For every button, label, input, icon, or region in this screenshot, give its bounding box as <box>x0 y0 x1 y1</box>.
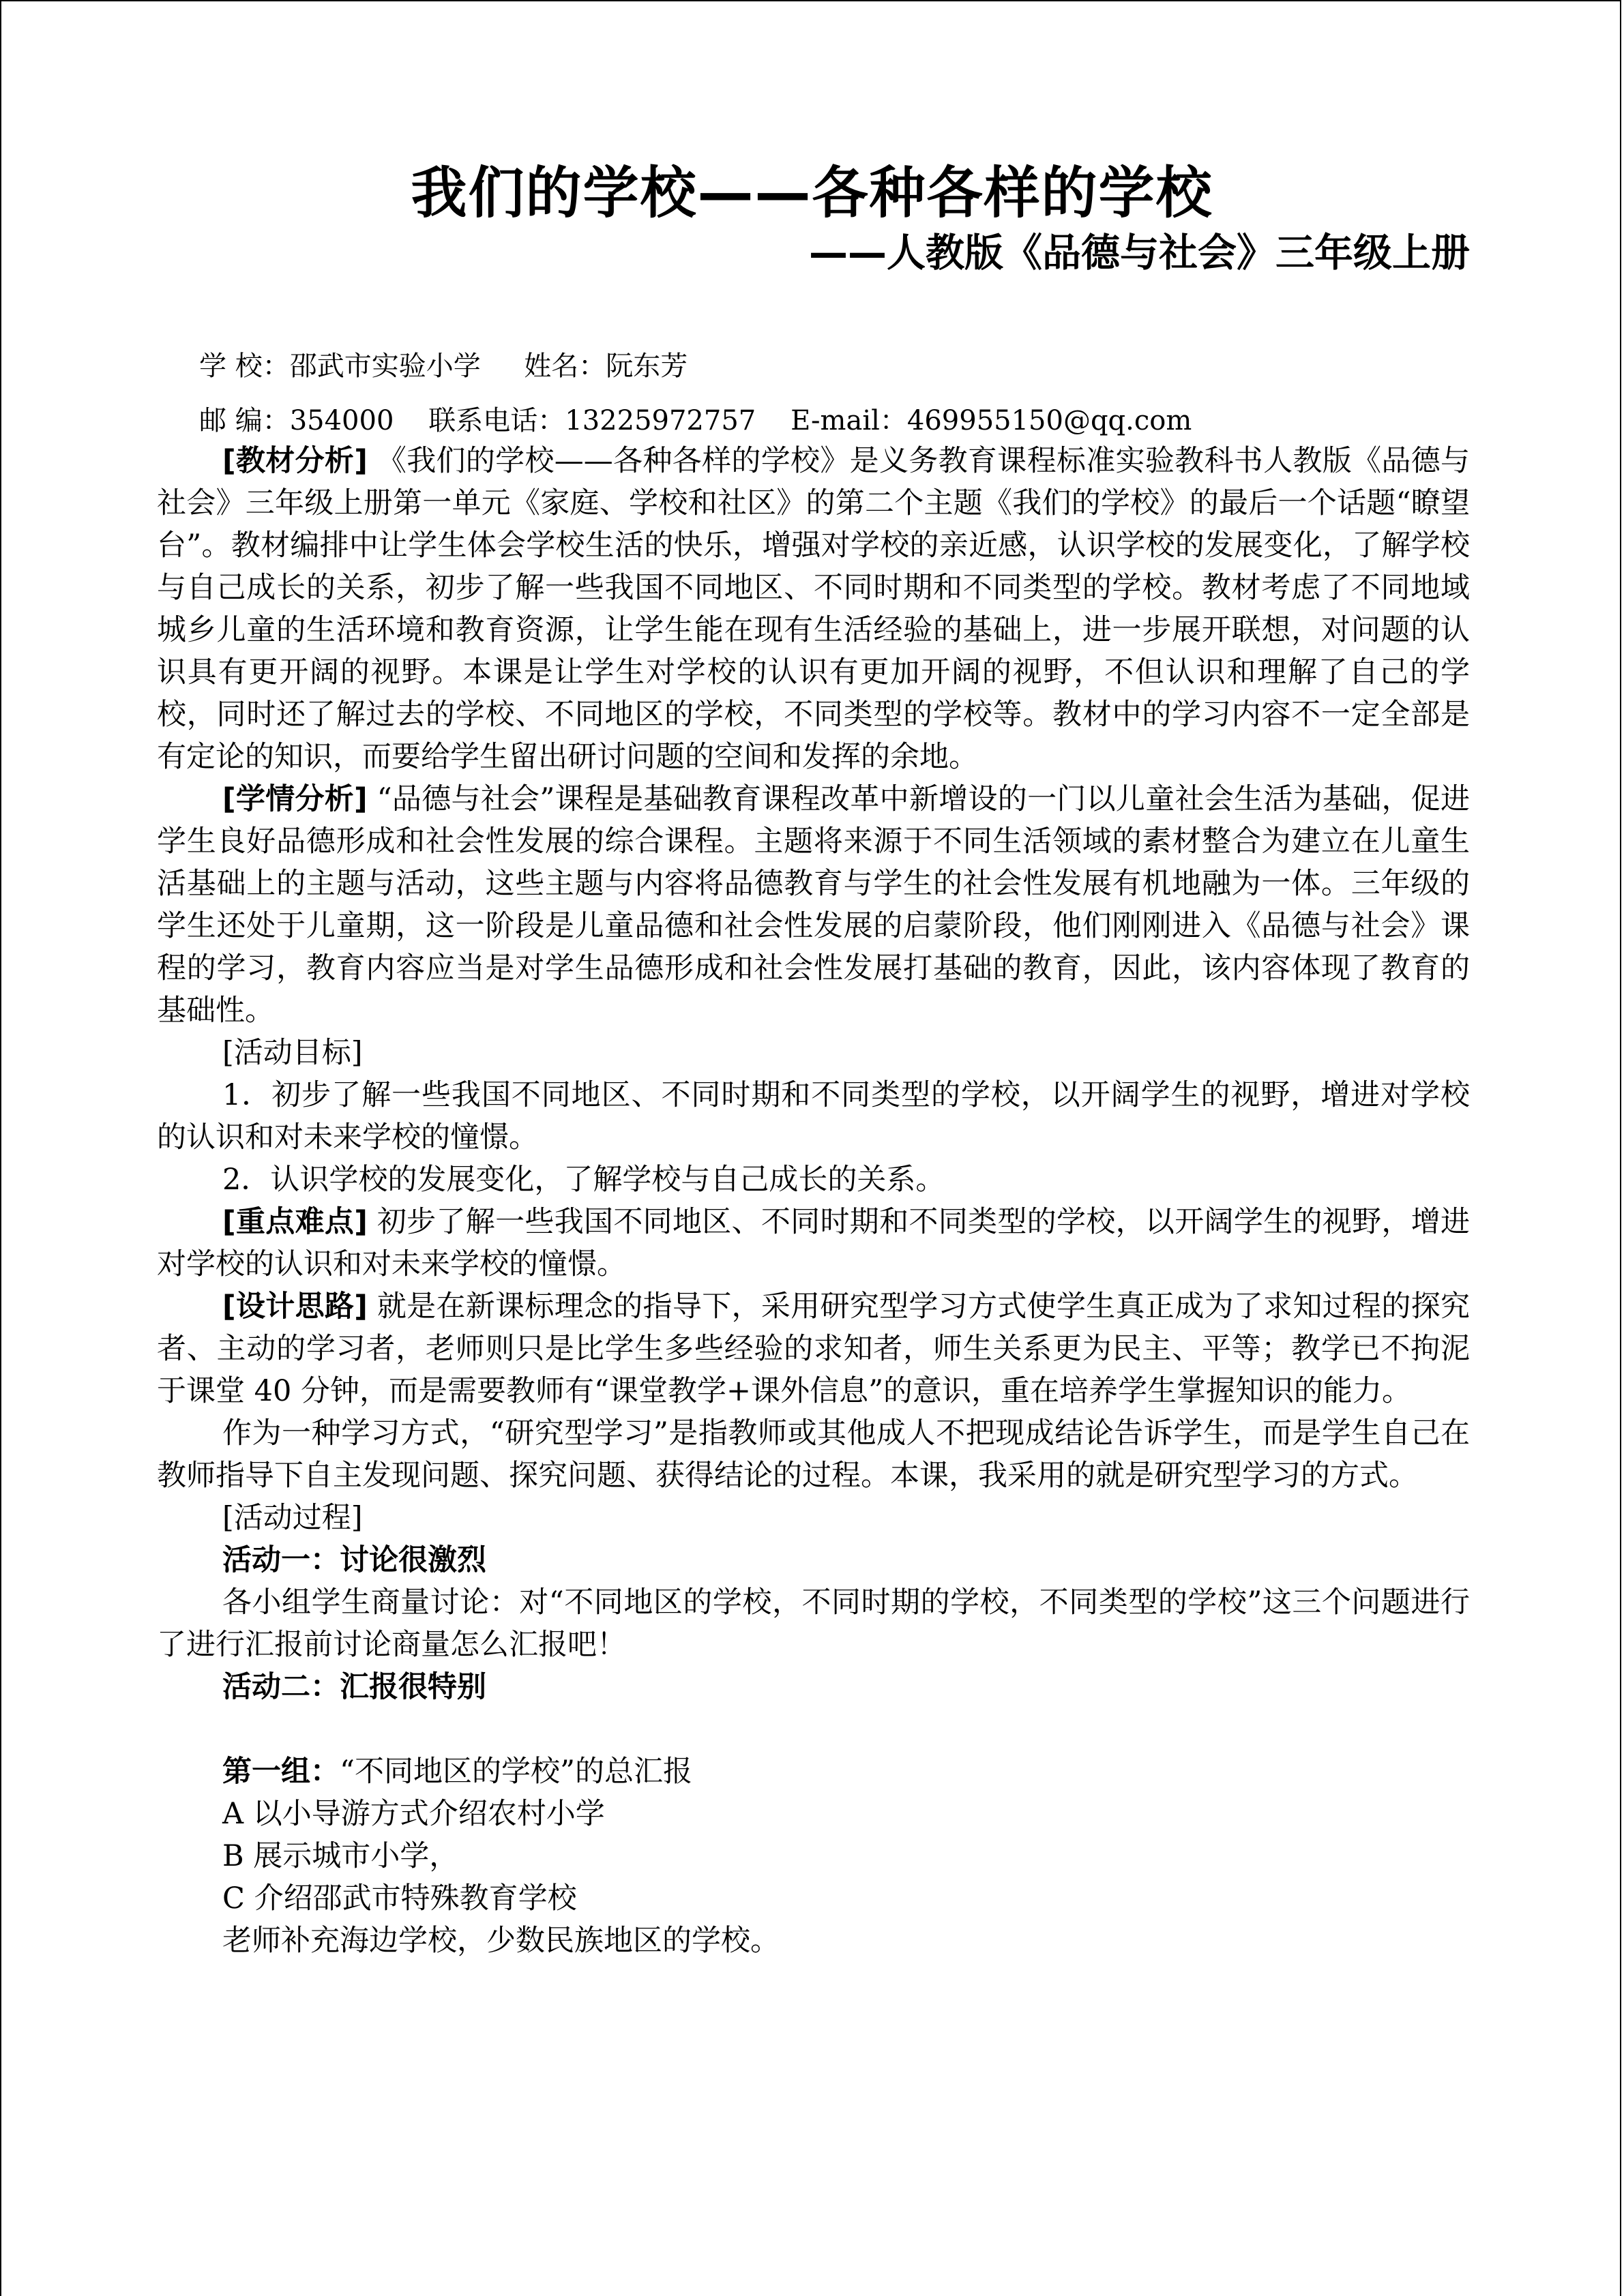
section-heading: [活动目标] <box>222 1036 363 1070</box>
info-line-2 <box>199 399 1192 438</box>
design-ideas: [设计思路] 就是在新课标理念的指导下，采用研究型学习方式使学生真正成为了求知过程的探究者、主动的学习者，老师则只是比学生多些经验的求知者，师生关系更为民主、平等；教学已不拘泥于课堂 40 分钟，而是需要教师有“课堂教学+课外信息”的意识，重在培养学生掌握知识的能力。 <box>157 1289 1470 1408</box>
key-difficulties: [重点难点] 初步了解一些我国不同地区、不同时期和不同类型的学校，以开阔学生的视野，增进对学校的认识和对未来学校的憧憬。 <box>157 1205 1470 1281</box>
school-info: 学 校：邵武市实验小学 <box>199 351 481 382</box>
info-line-1 <box>199 344 688 383</box>
goal-item: 2．认识学校的发展变化，了解学校与自己成长的关系。 <box>222 1163 945 1197</box>
section-label: [重点难点] <box>222 1205 368 1239</box>
activity-1-title: 活动一：讨论很激烈 <box>222 1543 486 1577</box>
activity-2-title: 活动二：汇报很特别 <box>222 1670 486 1704</box>
email-info: E-mail：469955150@qq.com <box>791 405 1192 436</box>
report-item: C 介绍邵武市特殊教育学校 <box>222 1881 577 1915</box>
textbook-analysis: [教材分析] 《我们的学校——各种各样的学校》是义务教育课程标准实验教科书人教版《品德与社会》三年级上册第一单元《家庭、学校和社区》的第二个主题《我们的学校》的最后一个话题“瞭望台”。教材编排中让学生体会学校生活的快乐，增强对学校的亲近感，认识学校的发展变化，了解学校与自己成长的关系，初步了解一些我国不同地区、不同时期和不同类型的学校。教材考虑了不同地域城乡儿童的生活环境和教育资源，让学生能在现有生活经验的基础上，进一步展开联想，对问题的认识具有更开阔的视野。本课是让学生对学校的认识有更加开阔的视野，不但认识和理解了自己的学校，同时还了解过去的学校、不同地区的学校，不同类型的学校等。教材中的学习内容不一定全部是有定论的知识，而要给学生留出研讨问题的空间和发挥的余地。 <box>157 444 1471 774</box>
section-heading: [活动过程] <box>222 1501 363 1535</box>
postcode-info: 邮 编：354000 <box>199 405 394 436</box>
group-1-report: 第一组：“不同地区的学校”的总汇报 <box>222 1755 692 1789</box>
activity-1-text: 各小组学生商量讨论：对“不同地区的学校，不同时期的学校，不同类型的学校”这三个问题进行了进行汇报前讨论商量怎么汇报吧！ <box>157 1585 1470 1662</box>
blank-line <box>157 1708 1470 1750</box>
document-body <box>157 440 1470 1962</box>
section-label: [学情分析] <box>222 782 368 816</box>
section-label: [教材分析] <box>222 444 368 478</box>
goal-item: 1．初步了解一些我国不同地区、不同时期和不同类型的学校，以开阔学生的视野，增进对学校的认识和对未来学校的憧憬。 <box>157 1078 1470 1154</box>
report-item: A 以小导游方式介绍农村小学 <box>222 1797 605 1831</box>
report-item: 老师补充海边学校，少数民族地区的学校。 <box>222 1924 780 1958</box>
phone-info: 联系电话：13225972757 <box>428 405 756 436</box>
design-ideas-2: 作为一种学习方式，“研究型学习”是指教师或其他成人不把现成结论告诉学生，而是学生自己在教师指导下自主发现问题、探究问题、获得结论的过程。本课，我采用的就是研究型学习的方式。 <box>157 1416 1470 1493</box>
student-analysis: [学情分析] “品德与社会”课程是基础教育课程改革中新增设的一门以儿童社会生活为基础，促进学生良好品德形成和社会性发展的综合课程。主题将来源于不同生活领域的素材整合为建立在儿童生活基础上的主题与活动，这些主题与内容将品德教育与学生的社会性发展有机地融为一体。三年级的学生还处于儿童期，这一阶段是儿童品德和社会性发展的启蒙阶段，他们刚刚进入《品德与社会》课程的学习，教育内容应当是对学生品德形成和社会性发展打基础的教育，因此，该内容体现了教育的基础性。 <box>157 782 1471 1028</box>
report-item: B 展示城市小学， <box>222 1839 459 1873</box>
document-subtitle: ——人教版《品德与社会》三年级上册 <box>809 230 1470 275</box>
author-name: 姓名：阮东芳 <box>524 351 688 382</box>
section-label: [设计思路] <box>222 1289 368 1324</box>
document-title: 我们的学校——各种各样的学校 <box>411 161 1213 226</box>
